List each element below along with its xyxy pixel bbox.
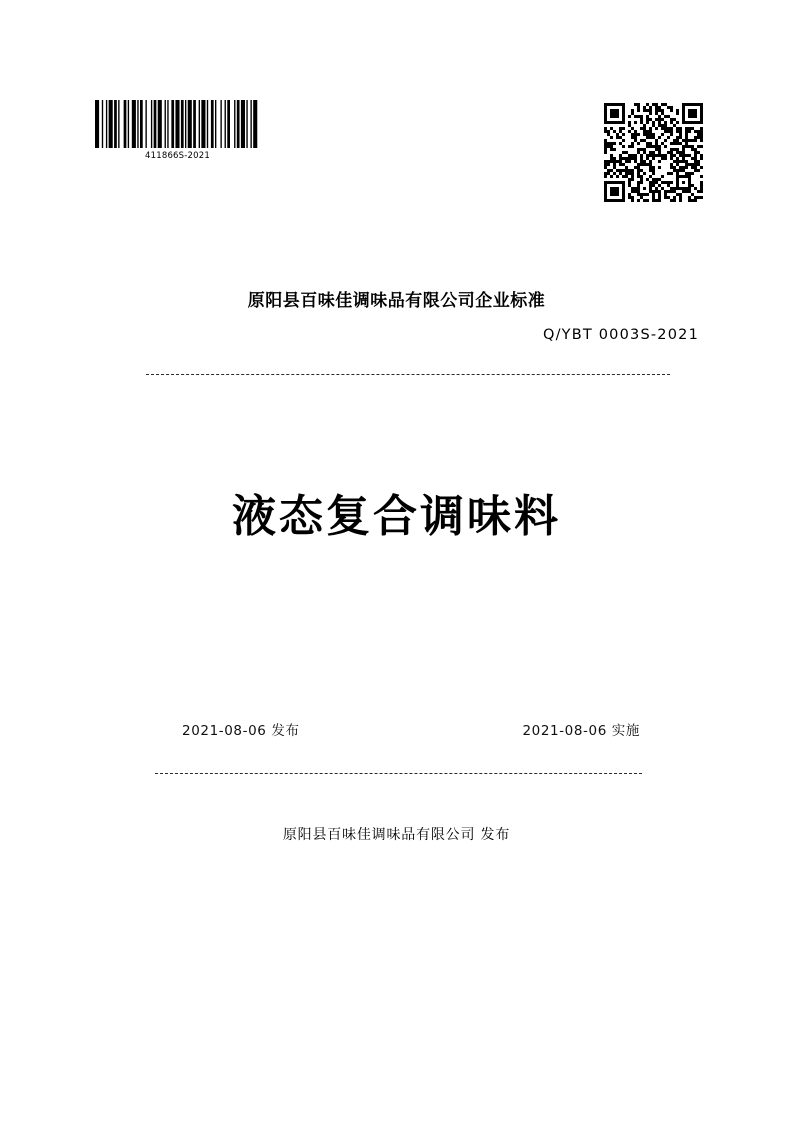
standard-code: Q/YBT 0003S-2021 xyxy=(542,327,699,343)
page-title: 液态复合调味料 xyxy=(232,491,561,542)
qr-code-icon xyxy=(604,103,703,202)
barcode-icon xyxy=(95,100,260,148)
qr-code-block xyxy=(604,103,703,202)
dates-row xyxy=(150,719,650,741)
divider-top xyxy=(146,374,670,375)
org-standard-title: 原阳县百味佳调味品有限公司企业标准 xyxy=(247,291,546,311)
publisher-line: 原阳县百味佳调味品有限公司 发布 xyxy=(282,827,511,843)
barcode-number: 411866S-2021 xyxy=(145,151,210,161)
effective-date: 2021-08-06 实施 xyxy=(522,723,640,739)
issue-date: 2021-08-06 发布 xyxy=(182,723,300,739)
divider-bottom xyxy=(155,773,642,774)
barcode-block xyxy=(95,100,260,161)
